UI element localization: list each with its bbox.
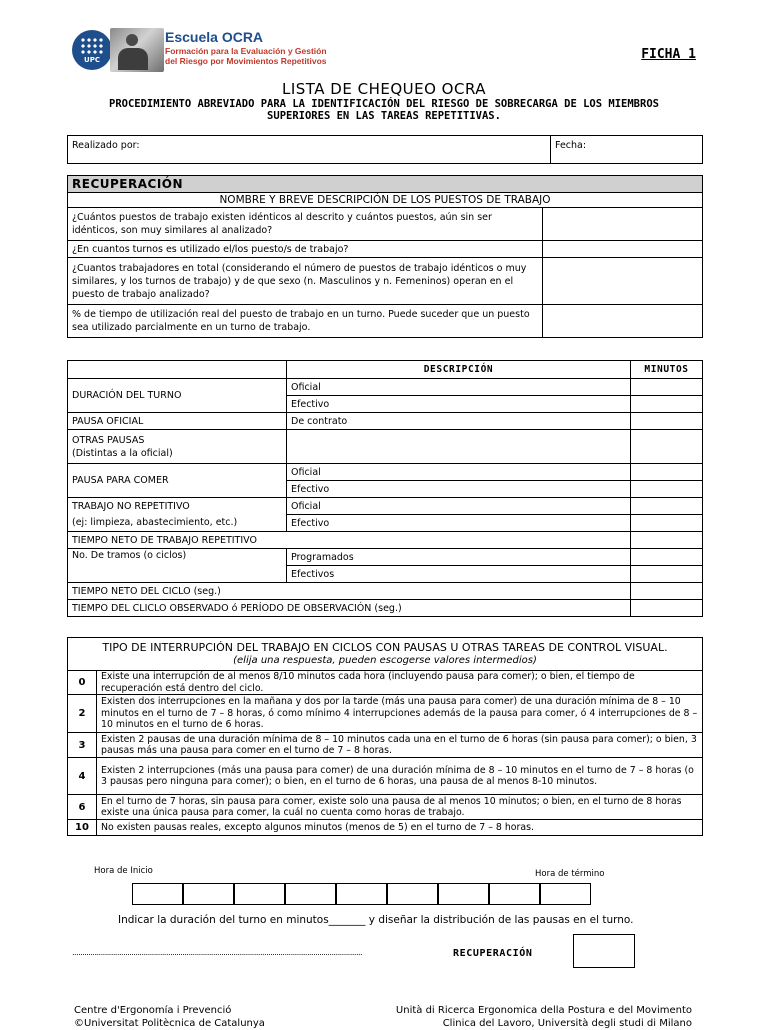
school-subtitle: Formación para la Evaluación y Gestión del Riesgo por Movimientos Repetitivos [165,46,327,66]
label-efectivo: Efectivo [287,481,631,498]
label-efectivo: Efectivo [287,396,631,413]
interruption-subtitle: (elija una respuesta, pueden escogerse valores intermedios) [233,655,537,666]
answer-identical-stations[interactable] [543,208,703,241]
upc-logo-label: UPC [84,56,100,64]
footer-right: Unità di Ricerca Ergonomica della Postura e del Movimento Clinica del Lavoro, Università degli studi di Milano [395,1005,692,1029]
time-slot-2[interactable] [183,883,234,905]
question-workers: ¿Cuantos trabajadores en total (considerando el número de puestos de trabajo idénticos o muy similares, y los turnos de trabajo) y de que sexo (n. Masculinos y n. Femeninos) operan en el puesto de trabajo analizado? [68,258,543,305]
label-efectivos: Efectivos [287,566,631,583]
col-header-descripcion: DESCRIPCIÓN [287,361,631,379]
shift-description-table [67,360,703,617]
question-shifts: ¿En cuantos turnos es utilizado el/los puesto/s de trabajo? [68,241,543,258]
option-text-4[interactable]: Existen 2 interrupciones (más una pausa para comer) de una duración mínima de 8 – 10 minutos en el turno de 7 – 8 horas (o 3 pausas pero ninguna para comer); o bien, en el turno de 6 horas, una pausa de al menos 8-10 minutos. [97,758,703,795]
answer-usage-percent[interactable] [543,305,703,338]
answer-workers[interactable] [543,258,703,305]
upc-logo [72,30,112,70]
time-slot-7[interactable] [438,883,489,905]
author-date-table [67,135,703,164]
time-slot-1[interactable] [132,883,183,905]
option-text-2[interactable]: Existen dos interrupciones en la mañana y dos por la tarde (más una pausa para comer) de una duración mínima de 8 – 10 minutos en el turno de 7 – 8 horas, ó como mínimo 4 interrupciones además de la pausa para comer, ó 4 interrupciones de 8 – 10 minutos en el turno de 6 horas. [97,695,703,733]
label-oficial: Oficial [287,379,631,396]
realizado-field[interactable]: Realizado por: [68,136,551,164]
min-tiempo-observado[interactable] [631,600,703,617]
option-score-6[interactable]: 6 [68,795,97,820]
row-otras-pausas: OTRAS PAUSAS (Distintas a la oficial) [68,430,287,464]
workstation-subheader: NOMBRE Y BREVE DESCRIPCIÓN DE LOS PUESTOS DE TRABAJO [68,193,703,208]
time-slot-3[interactable] [234,883,285,905]
fecha-field[interactable]: Fecha: [551,136,703,164]
interruption-header [68,638,703,671]
min-comer-oficial[interactable] [631,464,703,481]
row-tiempo-ciclo: TIEMPO NETO DEL CICLO (seg.) [68,583,631,600]
min-no-rep-efectivo[interactable] [631,515,703,532]
option-text-3[interactable]: Existen 2 pausas de una duración mínima de 8 – 10 minutos cada una en el turno de 6 horas (sin pausa para comer); o bien, 3 pausas más una pausa para comer en el turno de 7 – 8 horas. [97,733,703,758]
time-slot-4[interactable] [285,883,336,905]
row-tiempo-observado: TIEMPO DEL CLICLO OBSERVADO ó PERÍODO DE OBSERVACIÓN (seg.) [68,600,631,617]
option-score-4[interactable]: 4 [68,758,97,795]
interruption-title: TIPO DE INTERRUPCIÓN DEL TRABAJO EN CICLOS CON PAUSAS U OTRAS TAREAS DE CONTROL VISUAL. [102,641,668,654]
time-slot-5[interactable] [336,883,387,905]
label-programados: Programados [287,549,631,566]
min-pausa-oficial[interactable] [631,413,703,430]
school-name: Escuela OCRA [165,29,264,45]
interruption-type-table [67,637,703,836]
min-tiempo-ciclo[interactable] [631,583,703,600]
answer-shifts[interactable] [543,241,703,258]
min-duracion-oficial[interactable] [631,379,703,396]
question-usage-percent: % de tiempo de utilización real del puesto de trabajo en un turno. Puede suceder que un puesto sea utilizado parcialmente en un turno de trabajo. [68,305,543,338]
min-efectivos[interactable] [631,566,703,583]
row-no-tramos: No. De tramos (o ciclos) [68,549,287,583]
recuperacion-score-label: RECUPERACIÓN [453,948,533,959]
page-subtitle: PROCEDIMIENTO ABREVIADO PARA LA IDENTIFICACIÓN DEL RIESGO DE SOBRECARGA DE LOS MIEMBROS SUPERIORES EN LAS TAREAS REPETITIVAS. [109,98,659,122]
recovery-workstation-table [67,175,703,338]
option-score-0[interactable]: 0 [68,671,97,695]
hora-inicio-label: Hora de Inicio [94,866,153,876]
timeline-instruction: Indicar la duración del turno en minutos_______ y diseñar la distribución de las pausas en el turno. [118,914,634,926]
row-duracion-turno: DURACIÓN DEL TURNO [68,379,287,413]
footer-left: Centre d'Ergonomía i Prevenció ©Universitat Politècnica de Catalunya [74,1005,265,1029]
min-otras-pausas[interactable] [631,430,703,464]
row-trabajo-no-repetitivo: TRABAJO NO REPETITIVO [68,498,287,515]
label-oficial: Oficial [287,464,631,481]
row-trabajo-no-repetitivo-sub: (ej: limpieza, abastecimiento, etc.) [68,515,287,532]
time-slot-9[interactable] [540,883,591,905]
section-title-recuperacion: RECUPERACIÓN [68,176,703,193]
school-logo-photo [110,28,164,72]
label-efectivo: Efectivo [287,515,631,532]
time-slot-8[interactable] [489,883,540,905]
row-pausa-comer: PAUSA PARA COMER [68,464,287,498]
recuperacion-score-box[interactable] [573,934,635,968]
hora-termino-label: Hora de término [535,869,605,879]
min-duracion-efectivo[interactable] [631,396,703,413]
col-header-minutos: MINUTOS [631,361,703,379]
option-score-10[interactable]: 10 [68,820,97,836]
min-comer-efectivo[interactable] [631,481,703,498]
row-pausa-oficial: PAUSA OFICIAL [68,413,287,430]
option-text-10[interactable]: No existen pausas reales, excepto algunos minutos (menos de 5) en el turno de 7 – 8 horas. [97,820,703,836]
option-text-6[interactable]: En el turno de 7 horas, sin pausa para comer, existe solo una pausa de al menos 10 minutos; o bien, en el turno de 8 horas existe una única pausa para comer, la cuál no cuenta como horas de trabajo. [97,795,703,820]
label-de-contrato: De contrato [287,413,631,430]
ficha-label: FICHA 1 [641,47,696,62]
page-title: LISTA DE CHEQUEO OCRA [281,80,487,98]
min-no-rep-oficial[interactable] [631,498,703,515]
option-text-0[interactable]: Existe una interrupción de al menos 8/10 minutos cada hora (incluyendo pausa para comer); o bien, el tiempo de recuperación está dentro del ciclo. [97,671,703,695]
option-score-2[interactable]: 2 [68,695,97,733]
desc-otras-pausas[interactable] [287,430,631,464]
dotted-leader: .............................................................................................................................................. [72,948,363,957]
time-slot-6[interactable] [387,883,438,905]
question-identical-stations: ¿Cuántos puestos de trabajo existen idénticos al descrito y cuántos puestos, aún sin ser idénticos, son muy similares al analizado? [68,208,543,241]
min-tiempo-neto[interactable] [631,532,703,549]
option-score-3[interactable]: 3 [68,733,97,758]
label-oficial: Oficial [287,498,631,515]
row-tiempo-neto: TIEMPO NETO DE TRABAJO REPETITIVO [68,532,631,549]
min-programados[interactable] [631,549,703,566]
